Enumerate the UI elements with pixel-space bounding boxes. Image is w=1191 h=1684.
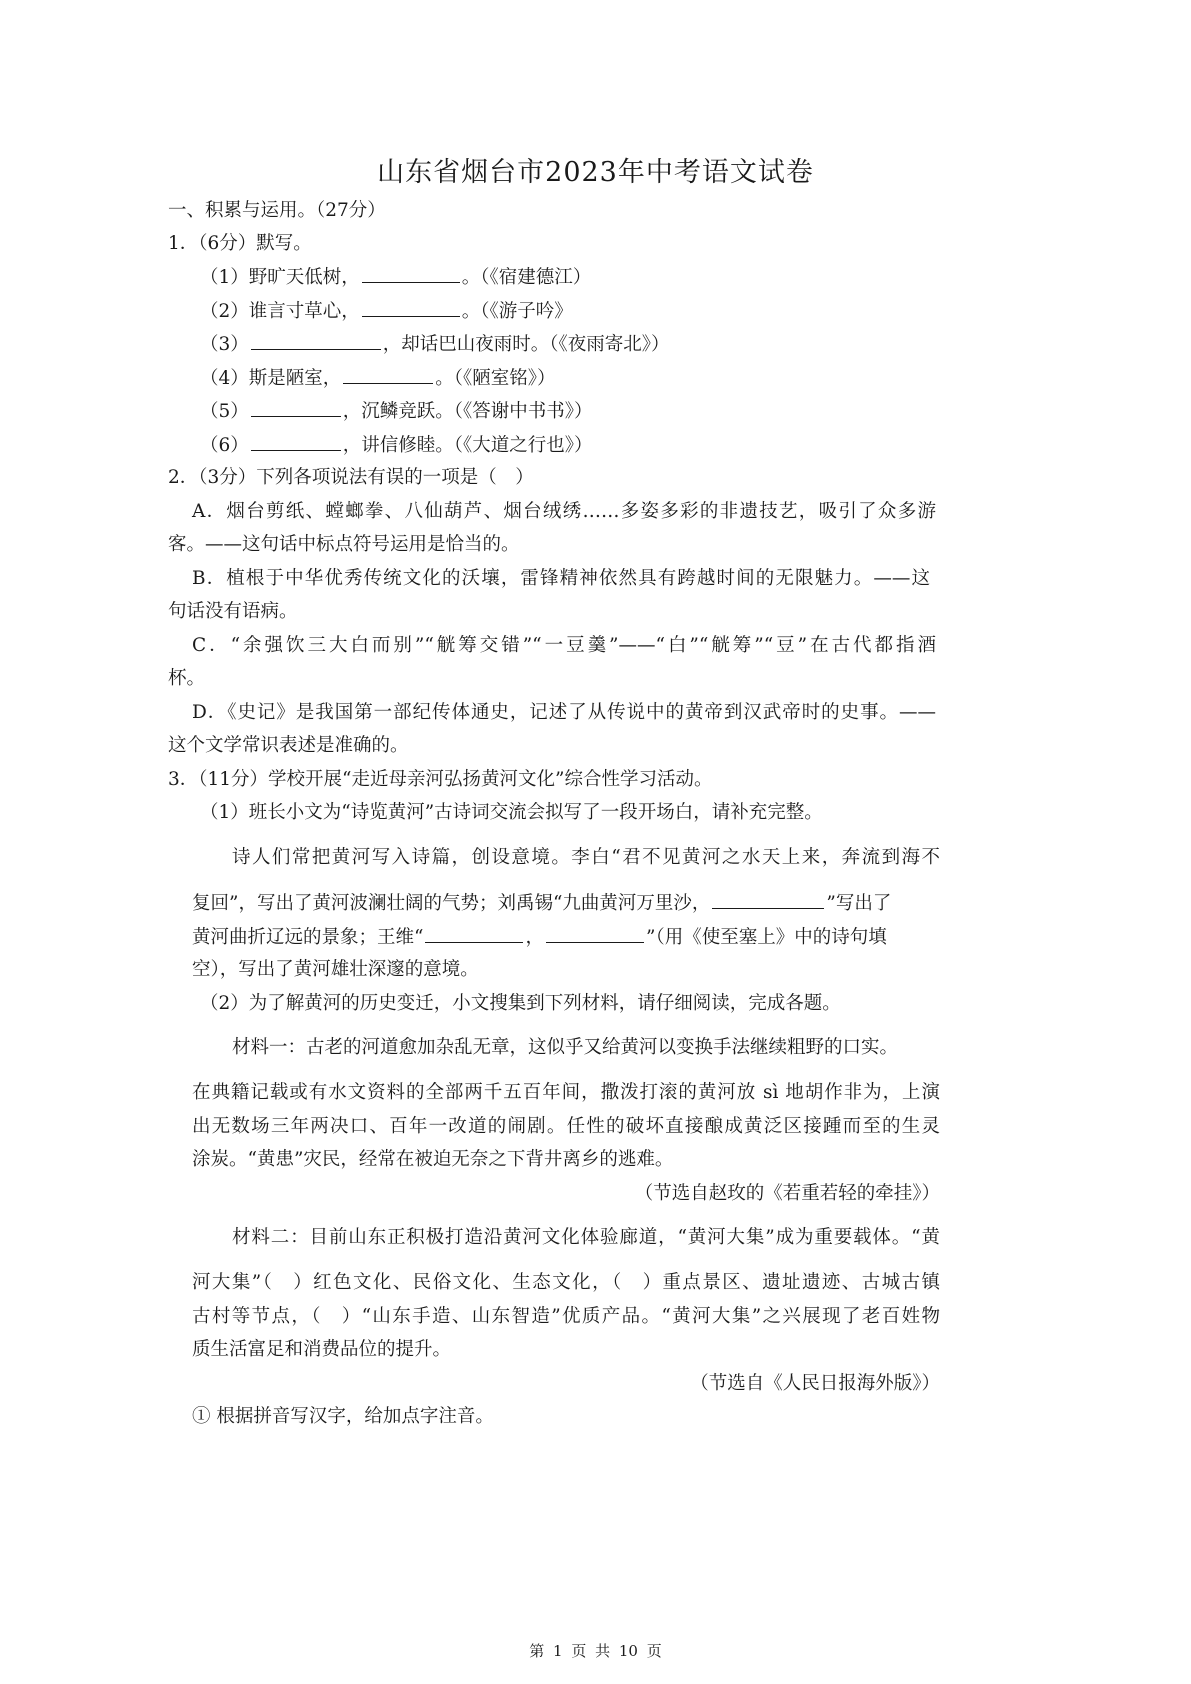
material-2-source: （节选自《人民日报海外版》） — [690, 1373, 940, 1394]
opening-speech-line: 黄河曲折辽远的景象；王维“ ， ”（用《使至塞上》中的诗句填 — [192, 924, 887, 951]
answer-blank[interactable] — [362, 298, 460, 317]
question-1-item: （4）斯是陋室， 。（《陋室铭》） — [200, 365, 556, 392]
material-2-line: 质生活富足和消费品位的提升。 — [192, 1339, 452, 1360]
question-1-item: （3） ，却话巴山夜雨时。（《夜雨寄北》） — [200, 331, 670, 358]
option-c-line: 杯。 — [168, 668, 206, 689]
answer-blank[interactable] — [251, 398, 341, 417]
opening-speech-line: 复回”，写出了黄河波澜壮阔的气势；刘禹锡“九曲黄河万里沙， ”写出了 — [192, 890, 891, 917]
page-footer: 第 1 页 共 10 页 — [529, 1642, 662, 1660]
question-3-part-1: （1）班长小文为“诗览黄河”古诗词交流会拟写了一段开场白，请补充完整。 — [200, 802, 823, 823]
material-1-line: 在典籍记载或有水文资料的全部两千五百年间，撒泼打滚的黄河放 sì 地胡作非为，上演 — [192, 1082, 940, 1103]
option-d-line: D．《史记》是我国第一部纪传体通史，记述了从传说中的黄帝到汉武帝时的史事。—— — [192, 702, 936, 723]
material-2-line: 材料二：目前山东正积极打造沿黄河文化体验廊道，“黄河大集”成为重要载体。“黄 — [232, 1227, 940, 1248]
question-1-item: （5） ，沉鳞竞跃。（《答谢中书书》） — [200, 398, 593, 425]
sub-question-1: ① 根据拼音写汉字，给加点字注音。 — [192, 1406, 494, 1427]
opening-speech-line: 诗人们常把黄河写入诗篇，创设意境。李白“君不见黄河之水天上来，奔流到海不 — [232, 847, 940, 868]
question-2-heading: 2．（3分）下列各项说法有误的一项是（ ） — [168, 467, 534, 488]
opening-speech-line: 空），写出了黄河雄壮深邃的意境。 — [192, 959, 479, 980]
answer-blank[interactable] — [343, 365, 433, 384]
material-1-line: 材料一：古老的河道愈加杂乱无章，这似乎又给黄河以变换手法继续粗野的口实。 — [232, 1037, 899, 1058]
answer-blank[interactable] — [362, 264, 460, 283]
section-heading: 一、积累与运用。（27分） — [168, 200, 386, 221]
answer-blank[interactable] — [251, 331, 381, 350]
option-b-line: 句话没有语病。 — [168, 601, 298, 622]
question-1-heading: 1．（6分）默写。 — [168, 233, 312, 254]
option-c-line: C．“余强饮三大白而别”“觥筹交错”“一豆羹”——“白”“觥筹”“豆”在古代都指酒 — [192, 635, 936, 656]
option-d-line: 这个文学常识表述是准确的。 — [168, 735, 409, 756]
question-3-heading: 3．（11分）学校开展“走近母亲河弘扬黄河文化”综合性学习活动。 — [168, 769, 713, 790]
material-1-line: 出无数场三年两决口、百年一改道的闹剧。任性的破坏直接酿成黄泛区接踵而至的生灵 — [192, 1116, 940, 1137]
option-b-line: B．植根于中华优秀传统文化的沃壤，雷锋精神依然具有跨越时间的无限魅力。——这 — [192, 568, 930, 589]
material-1-line: 涂炭。“黄患”灾民，经常在被迫无奈之下背井离乡的逃难。 — [192, 1149, 674, 1170]
answer-blank[interactable] — [546, 924, 644, 943]
option-a-line: 客。——这句话中标点符号运用是恰当的。 — [168, 534, 520, 555]
material-2-line: 河大集”（ ）红色文化、民俗文化、生态文化，（ ）重点景区、遗址遗迹、古城古镇 — [192, 1272, 940, 1293]
question-1-item: （6） ，讲信修睦。（《大道之行也》） — [200, 432, 593, 459]
option-a-line: A．烟台剪纸、螳螂拳、八仙葫芦、烟台绒绣……多姿多彩的非遗技艺，吸引了众多游 — [192, 501, 936, 522]
question-1-item: （1）野旷天低树， 。（《宿建德江） — [200, 264, 591, 291]
answer-blank[interactable] — [712, 890, 824, 909]
material-2-line: 古村等节点，（ ）“山东手造、山东智造”优质产品。“黄河大集”之兴展现了老百姓物 — [192, 1306, 940, 1327]
question-3-part-2: （2）为了解黄河的历史变迁，小文搜集到下列材料，请仔细阅读，完成各题。 — [200, 993, 841, 1014]
material-1-source: （节选自赵玫的《若重若轻的牵挂》） — [634, 1183, 940, 1204]
answer-blank[interactable] — [251, 432, 341, 451]
answer-blank[interactable] — [425, 924, 523, 943]
question-1-item: （2）谁言寸草心， 。（《游子吟》 — [200, 298, 573, 325]
page-title: 山东省烟台市2023年中考语文试卷 — [377, 157, 814, 188]
